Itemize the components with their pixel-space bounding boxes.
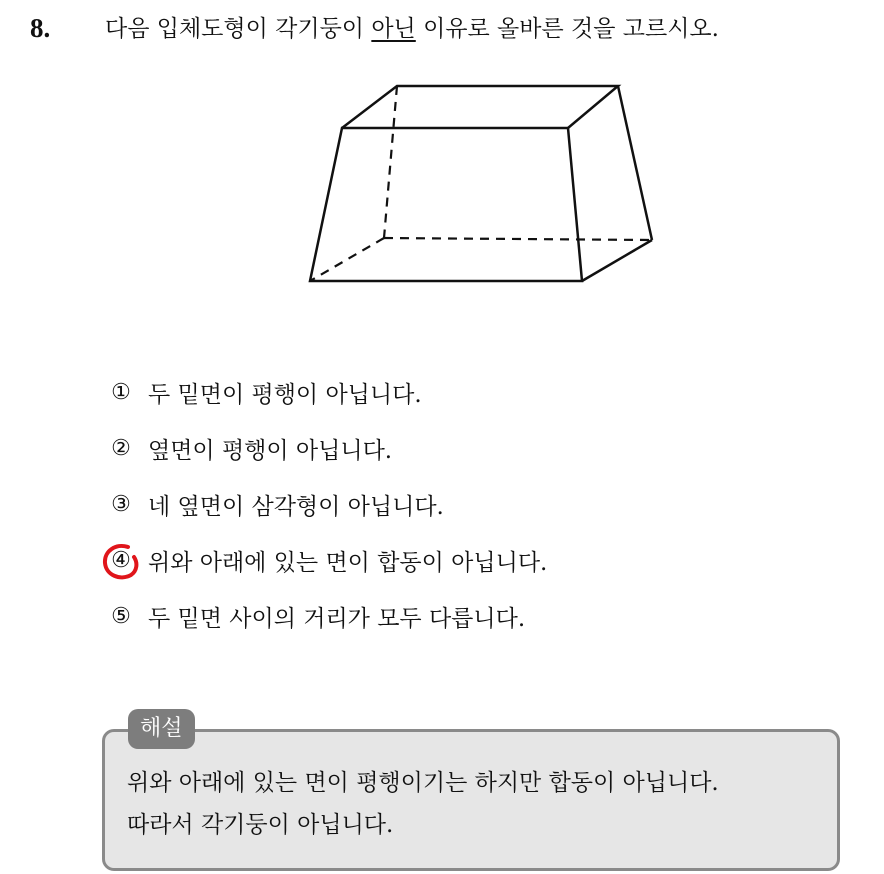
choice-text: 두 밑면이 평행이 아닙니다. bbox=[148, 381, 422, 408]
frustum-top-edges bbox=[342, 86, 618, 128]
frustum-right-bottom-edge bbox=[582, 240, 652, 281]
choice-marker: ④ bbox=[111, 547, 131, 573]
frustum-hidden-vertical-edge bbox=[384, 86, 397, 238]
choice-marker: ① bbox=[111, 379, 131, 405]
question-text-after: 이유로 올바른 것을 고르시오. bbox=[415, 16, 719, 42]
frustum-right-back-edge bbox=[618, 86, 652, 240]
frustum-hidden-back-bottom-edge bbox=[384, 238, 652, 240]
choice-text: 위와 아래에 있는 면이 합동이 아닙니다. bbox=[148, 549, 548, 576]
choice-5[interactable] bbox=[108, 588, 547, 644]
choice-3[interactable] bbox=[108, 476, 547, 532]
choice-marker: ③ bbox=[111, 491, 131, 517]
choice-marker: ② bbox=[111, 435, 131, 461]
choice-list bbox=[108, 364, 547, 644]
explanation-text bbox=[127, 762, 832, 846]
choice-text: 두 밑면 사이의 거리가 모두 다릅니다. bbox=[148, 605, 526, 632]
choice-text: 옆면이 평행이 아닙니다. bbox=[148, 437, 393, 464]
choice-2[interactable] bbox=[108, 420, 547, 476]
question-text bbox=[105, 13, 719, 45]
question-text-before: 다음 입체도형이 각기둥이 bbox=[105, 16, 372, 42]
choice-marker: ⑤ bbox=[111, 603, 131, 629]
explanation-line-2: 따라서 각기둥이 아닙니다. bbox=[127, 812, 394, 838]
choice-text: 네 옆면이 삼각형이 아닙니다. bbox=[148, 493, 444, 520]
question-number: 8. bbox=[30, 13, 51, 43]
explanation-label: 해설 bbox=[128, 709, 195, 749]
frustum-figure bbox=[300, 78, 660, 288]
choice-4[interactable] bbox=[108, 532, 547, 588]
choice-1[interactable] bbox=[108, 364, 547, 420]
explanation-line-1: 위와 아래에 있는 면이 평행이기는 하지만 합동이 아닙니다. bbox=[127, 770, 719, 796]
frustum-hidden-left-bottom-edge bbox=[310, 238, 384, 281]
question-text-underlined: 아닌 bbox=[371, 16, 416, 42]
